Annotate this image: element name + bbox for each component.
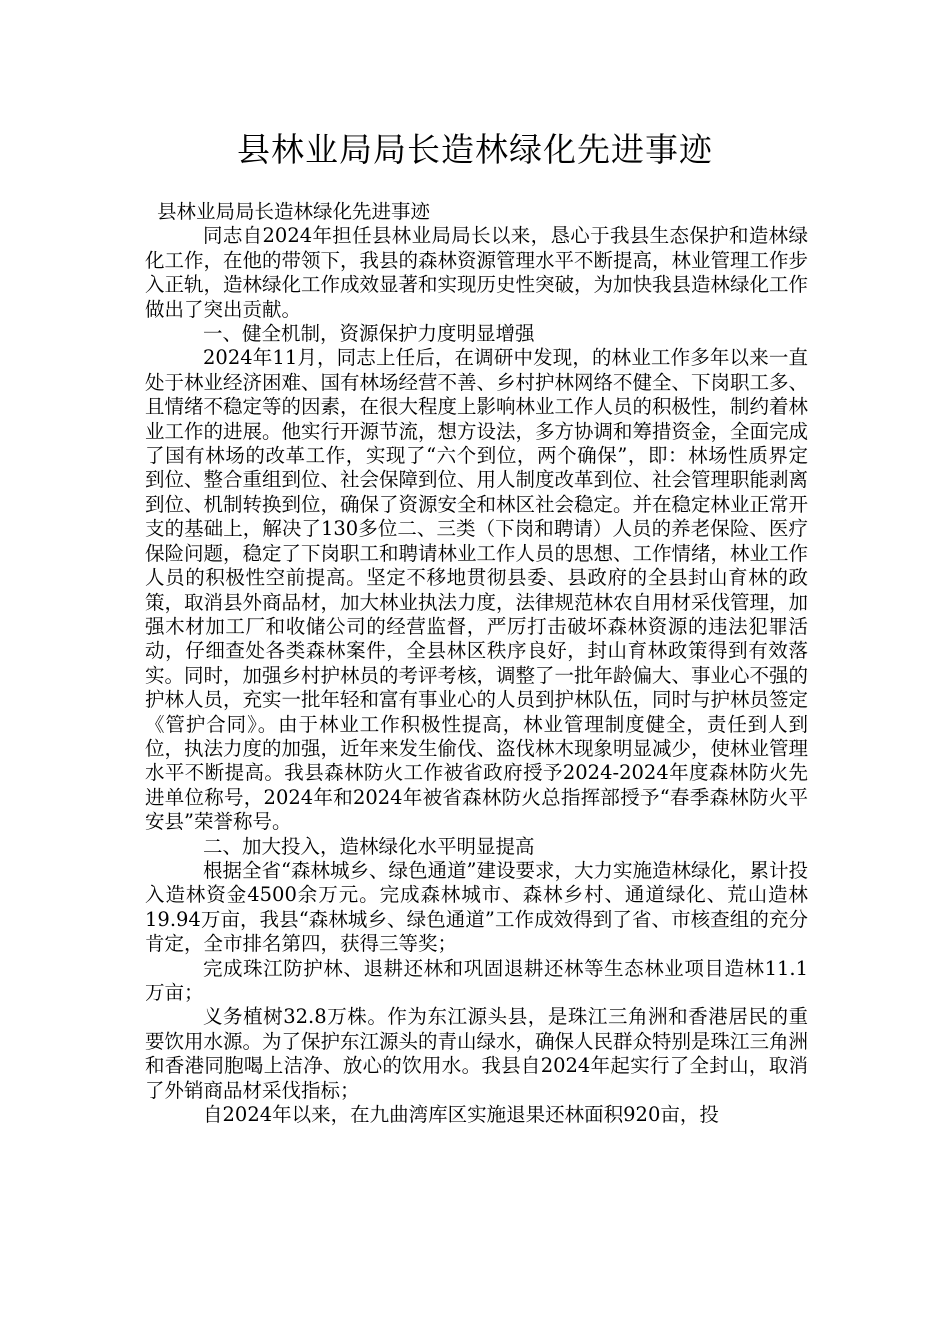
section-heading-2: 二、加大投入，造林绿化水平明显提高 xyxy=(203,834,535,858)
section-heading-1: 一、健全机制，资源保护力度明显增强 xyxy=(203,322,535,346)
paragraph-section-2c: 义务植树32.8万株。作为东江源头县，是珠江三角洲和香港居民的重要饮用水源。为了保护东江源头的青山绿水，确保人民群众特别是珠江三角洲和香港同胞喝上洁净、放心的饮用水。我县自2024年起实行了全封山，取消了外销商品材采伐指标； xyxy=(145,1005,809,1102)
paragraph-section-2a: 根据全省“森林城乡、绿色通道”建设要求，大力实施造林绿化，累计投入造林资金4500余万元。完成森林城市、森林乡村、通道绿化、荒山造林19.94万亩，我县“森林城乡、绿色通道”工作成效得到了省、市核查组的充分肯定，全市排名第四，获得三等奖； xyxy=(145,858,808,956)
document-subtitle: 县林业局局长造林绿化先进事迹 xyxy=(157,200,431,223)
paragraph-section-2d: 自2024年以来，在九曲湾库区实施退果还林面积920亩，投 xyxy=(203,1103,719,1127)
paragraph-section-1: 2024年11月，同志上任后，在调研中发现，的林业工作多年以来一直处于林业经济困难、国有林场经营不善、乡村护林网络不健全、下岗职工多、且情绪不稳定等的因素，在很大程度上影响林业工作人员的积极性，制约着林业工作的进展。他实行开源节流，想方设法，多方协调和筹措资金，全面完成了国有林场的改革工作，实现了“六个到位，两个确保”，即：林场性质界定到位、整合重组到位、社会保障到位、用人制度改革到位、社会管理职能剥离到位、机制转换到位，确保了资源安全和林区社会稳定。并在稳定林业正常开支的基础上，解决了130多位二、三类（下岗和聘请）人员的养老保险、医疗保险问题，稳定了下岗职工和聘请林业工作人员的思想、工作情绪，林业工作人员的积极性空前提高。坚定不移地贯彻县委、县政府的全县封山育林的政策，取消县外商品材，加大林业执法力度，法律规范林农自用材采伐管理，加强木材加工厂和收储公司的经营监督，严厉打击破坏森林资源的违法犯罪活动，仔细查处各类森林案件，全县林区秩序良好，封山育林政策得到有效落实。同时，加强乡村护林员的考评考核，调整了一批年龄偏大、事业心不强的护林人员，充实一批年轻和富有事业心的人员到护林队伍，同时与护林员签定《管护合同》。由于林业工作积极性提高，林业管理制度健全，责任到人到位，执法力度的加强，近年来发生偷伐、盗伐林木现象明显减少，使林业管理水平不断提高。我县森林防火工作被省政府授予2024-2024年度森林防火先进单位称号，2024年和2024年被省森林防火总指挥部授予“春季森林防火平安县”荣誉称号。 xyxy=(145,346,809,834)
paragraph-section-2b: 完成珠江防护林、退耕还林和巩固退耕还林等生态林业项目造林11.1万亩； xyxy=(145,956,808,1004)
paragraph-intro: 同志自2024年担任县林业局局长以来，恳心于我县生态保护和造林绿化工作，在他的带领下，我县的森林资源管理水平不断提高，林业管理工作步入正轨，造林绿化工作成效显著和实现历史性突破，为加快我县造林绿化工作做出了突出贡献。 xyxy=(145,224,809,321)
document-body xyxy=(145,200,808,1127)
document-title: 县林业局局长造林绿化先进事迹 xyxy=(237,130,713,169)
